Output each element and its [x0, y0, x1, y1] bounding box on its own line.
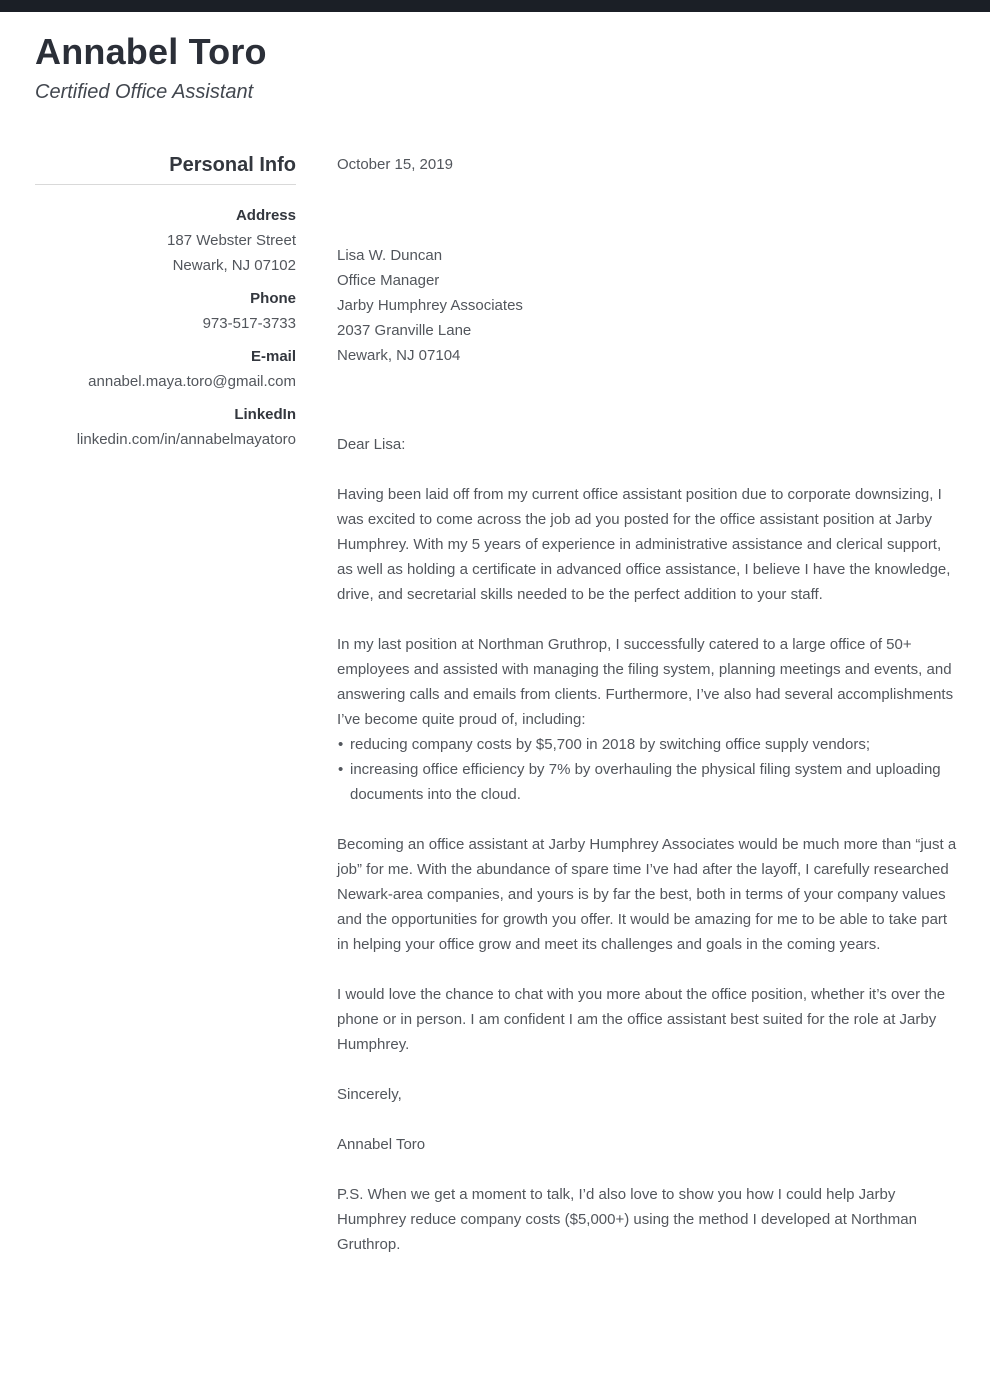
- letter-date: October 15, 2019: [337, 156, 453, 173]
- top-accent-bar: [0, 0, 990, 12]
- bullet-item: • reducing company costs by $5,700 in 2018 by switching office supply vendors;: [337, 732, 959, 757]
- accomplishments-list: [337, 732, 959, 807]
- email-label: E-mail: [250, 348, 296, 365]
- body-paragraph-4: I would love the chance to chat with you more about the office position, whether it’s over the phone or in person. I am confident I am the office assistant best suited for the role at Jarby Humphrey.: [337, 986, 946, 1053]
- body-paragraph-1: Having been laid off from my current office assistant position due to corporate downsizing, I was excited to come across the job ad you posted for the office assistant position at Jarby Humphrey. With my 5 years of experience in administrative assistance and clerical support, as well as holding a certificate in advanced office assistance, I believe I have the knowledge, drive, and secretarial skills needed to be the perfect addition to your staff.: [337, 486, 951, 603]
- email-section: [35, 344, 296, 394]
- body-paragraph-3: Becoming an office assistant at Jarby Humphrey Associates would be much more than “just a job” for me. With the abundance of spare time I’ve had after the layoff, I carefully researched Newark-area companies, and yours is by far the best, both in terms of your company values and the opportunities for growth you offer. It would be amazing for me to be able to take part in helping your office grow and meet its challenges and goals in the coming years.: [337, 836, 957, 953]
- candidate-title: Certified Office Assistant: [35, 81, 254, 103]
- personal-info-heading: Personal Info: [35, 153, 296, 185]
- personal-info-sidebar: [35, 153, 296, 460]
- address-label: Address: [235, 207, 296, 224]
- phone-value: 973-517-3733: [202, 315, 296, 332]
- phone-section: [35, 286, 296, 336]
- recipient-title: Office Manager: [337, 272, 440, 289]
- address-line: Newark, NJ 07102: [172, 257, 296, 274]
- linkedin-section: [35, 402, 296, 452]
- phone-label: Phone: [250, 290, 296, 307]
- bullet-item: • increasing office efficiency by 7% by overhauling the physical filing system and uploading documents into the cloud.: [337, 757, 959, 807]
- letterhead: [35, 31, 267, 105]
- postscript: P.S. When we get a moment to talk, I’d also love to show you how I could help Jarby Humphrey reduce company costs ($5,000+) using the method I developed at Northman Gruthrop.: [337, 1186, 917, 1253]
- salutation: Dear Lisa:: [337, 436, 406, 453]
- address-line: 187 Webster Street: [167, 232, 296, 249]
- cover-letter-body: [337, 152, 959, 1282]
- recipient-name: Lisa W. Duncan: [337, 247, 443, 264]
- recipient-city: Newark, NJ 07104: [337, 347, 461, 364]
- recipient-street: 2037 Granville Lane: [337, 322, 472, 339]
- linkedin-value: linkedin.com/in/annabelmayatoro: [76, 431, 296, 448]
- recipient-block: [337, 243, 959, 368]
- closing: Sincerely,: [337, 1086, 402, 1103]
- body-paragraph-2: In my last position at Northman Gruthrop, I successfully catered to a large office of 50+ employees and assisted with managing the filing system, planning meetings and events, and answering calls and emails from clients. Furthermore, I’ve also had several accomplishments I’ve become quite proud of, including:: [337, 636, 954, 728]
- linkedin-label: LinkedIn: [234, 406, 296, 423]
- personal-info-sections: [35, 203, 296, 452]
- candidate-name: Annabel Toro: [35, 31, 267, 72]
- address-section: [35, 203, 296, 278]
- recipient-company: Jarby Humphrey Associates: [337, 297, 523, 314]
- email-value: annabel.maya.toro@gmail.com: [88, 373, 296, 390]
- signature-name: Annabel Toro: [337, 1136, 426, 1153]
